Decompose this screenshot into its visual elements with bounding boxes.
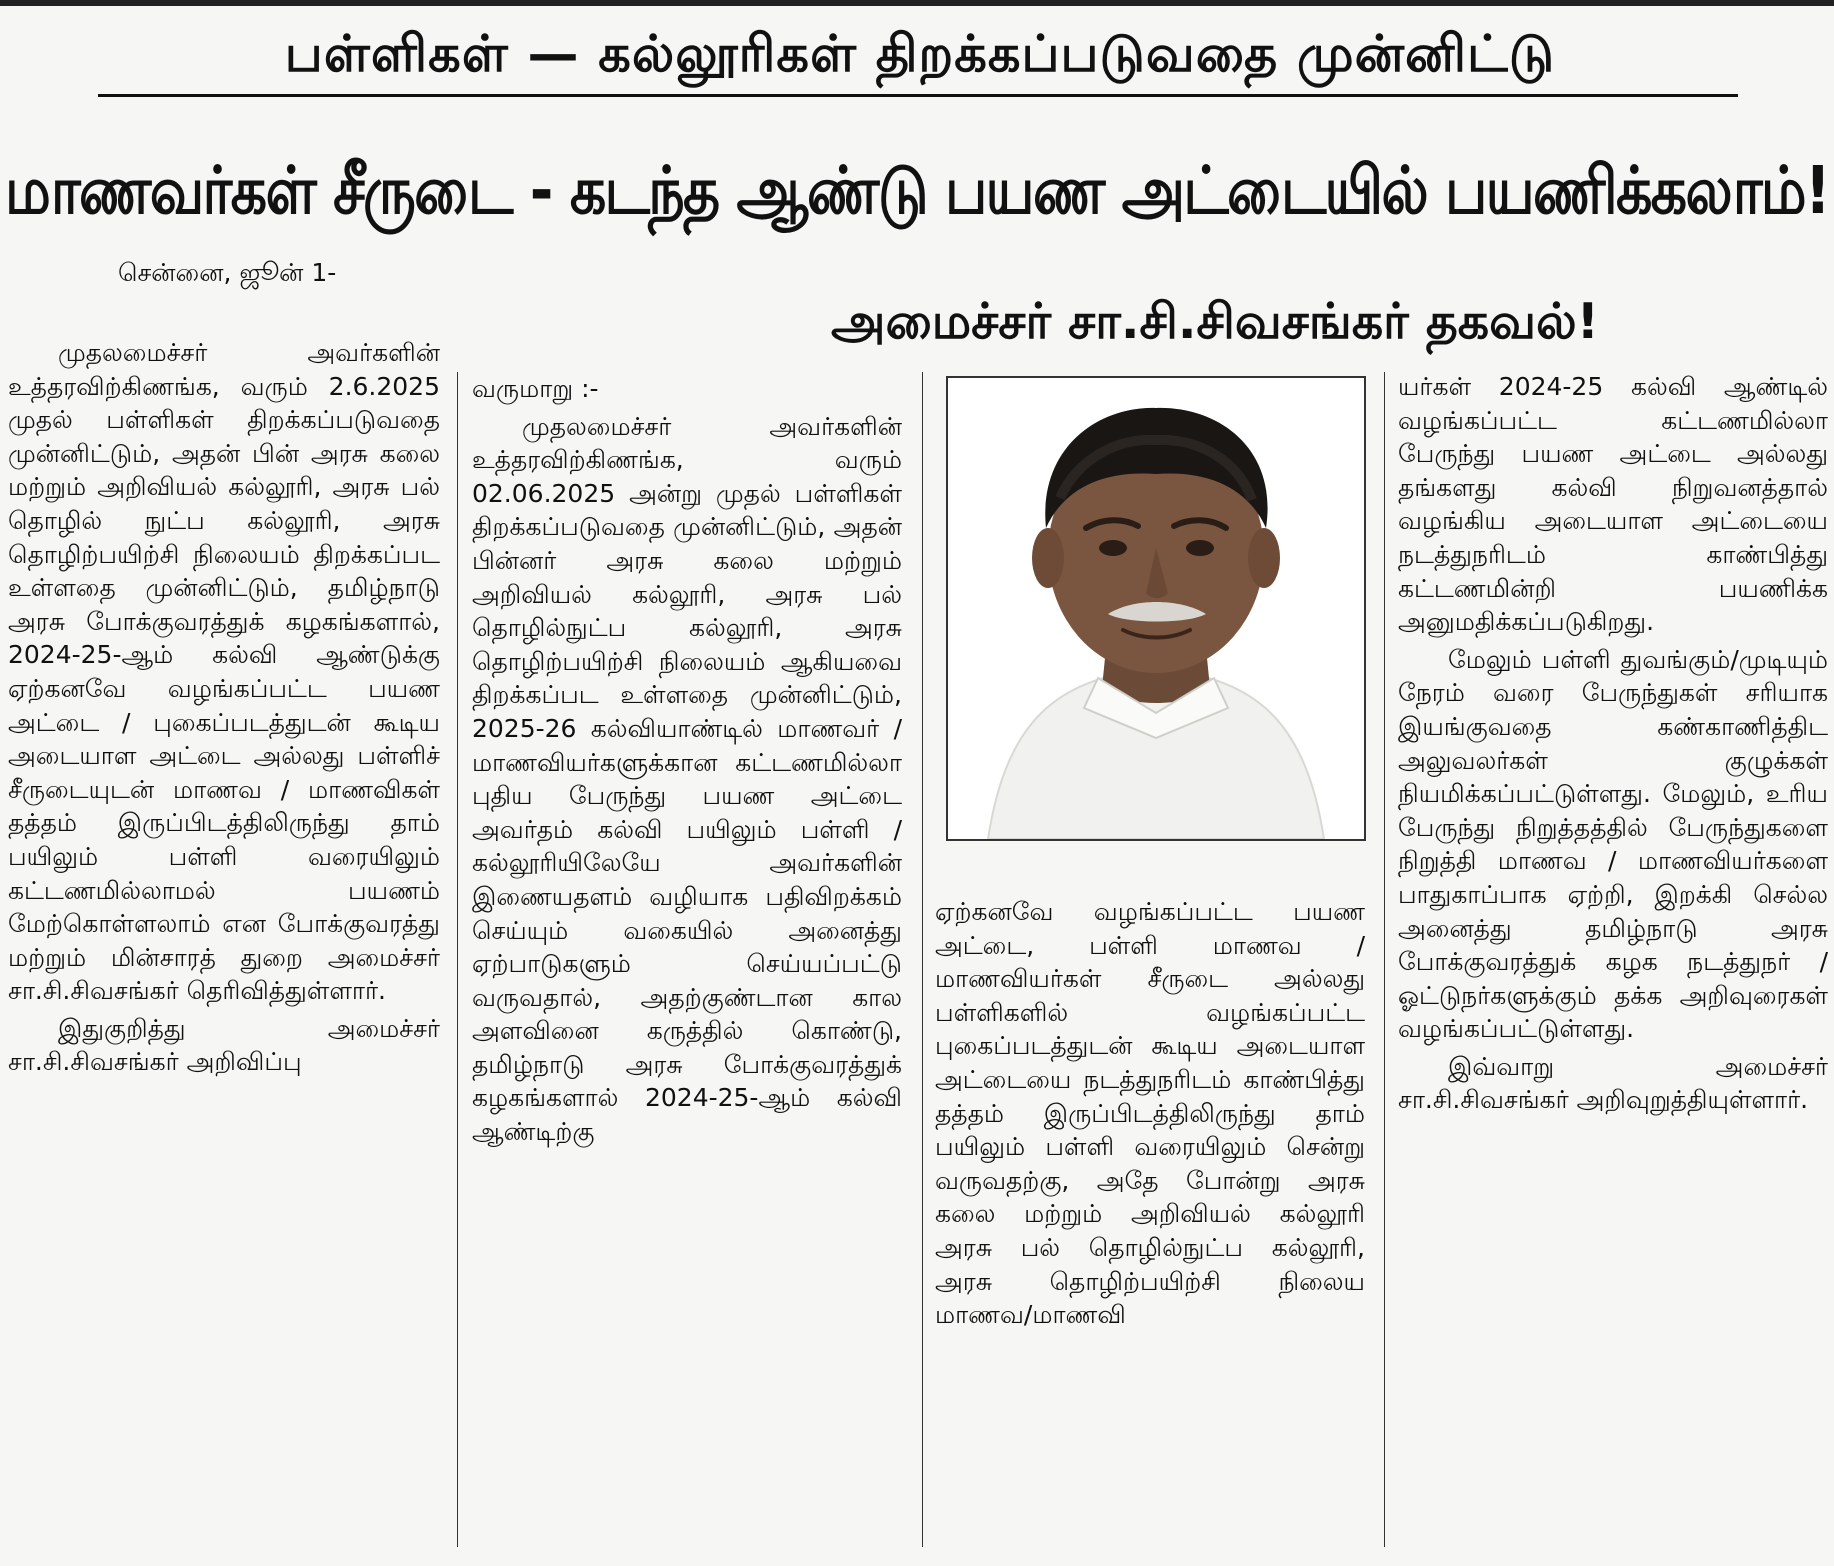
main-headline: மாணவர்கள் சீருடை - கடந்த ஆண்டு பயண அட்டையில் பயணிக்கலாம்! bbox=[5, 152, 1830, 229]
article-paragraph: யர்கள் 2024-25 கல்வி ஆண்டில் வழங்கப்பட்ட கட்டணமில்லா பேருந்து பயண அட்டை அல்லது தங்களது கல்வி நிறுவனத்தால் வழங்கிய அடையாள அட்டையை நடத்துநரிடம் காண்பித்து கட்டணமின்றி பயணிக்க அனுமதிக்கப்படுகிறது. bbox=[1398, 372, 1828, 637]
minister-photo bbox=[946, 376, 1366, 841]
article-column-2 bbox=[472, 372, 902, 1149]
column-divider bbox=[1384, 372, 1385, 1547]
article-paragraph: மேலும் பள்ளி துவங்கும்/முடியும் நேரம் வரை பேருந்துகள் சரியாக இயங்குவதை கண்காணித்திட அலுவலர்கள் குழுக்கள் நியமிக்கப்பட்டுள்ளது. மேலும், உரிய பேருந்து நிறுத்தத்தில் பேருந்துகளை நிறுத்தி மாணவ / மாணவியர்களை பாதுகாப்பாக ஏற்றி, இறக்கி செல்ல அனைத்து தமிழ்நாடு அரசு போக்குவரத்துக் கழக நடத்துநர் / ஓட்டுநர்களுக்கும் தக்க அறிவுரைகள் வழங்கப்பட்டுள்ளது. bbox=[1398, 644, 1828, 1044]
article-paragraph: இவ்வாறு அமைச்சர் சா.சி.சிவசங்கர் அறிவுறுத்தியுள்ளார். bbox=[1398, 1051, 1828, 1115]
article-column-1 bbox=[8, 292, 440, 1079]
article-paragraph: ஏற்கனவே வழங்கப்பட்ட பயண அட்டை, பள்ளி மாணவ / மாணவியர்கள் சீருடை அல்லது பள்ளிகளில் வழங்கப்பட்ட புகைப்படத்துடன் கூடிய அடையாள அட்டையை நடத்துநரிடம் காண்பித்து தத்தம் இருப்பிடத்திலிருந்து தாம் பயிலும் பள்ளி வரையிலும் சென்று வருவதற்கு, அதே போன்று அரசு கலை மற்றும் அறிவியல் கல்லூரி அரசு பல் தொழில்நுட்ப கல்லூரி, அரசு தொழிற்பயிற்சி நிலைய மாணவ/மாணவி bbox=[935, 897, 1365, 1330]
article-paragraph: முதலமைச்சர் அவர்களின் உத்தரவிற்கிணங்க, வரும் 2.6.2025 முதல் பள்ளிகள் திறக்கப்படுவதை முன்னிட்டும், அதன் பின் அரசு கலை மற்றும் அறிவியல் கல்லூரி, அரசு பல் தொழில் நுட்ப கல்லூரி, அரசு தொழிற்பயிற்சி நிலையம் திறக்கப்பட உள்ளதை முன்னிட்டும், தமிழ்நாடு அரசு போக்குவரத்துக் கழகங்களால், 2024-25-ஆம் கல்வி ஆண்டுக்கு ஏற்கனவே வழங்கப்பட்ட பயண அட்டை / புகைப்படத்துடன் கூடிய அடையாள அட்டை அல்லது பள்ளிச் சீருடையுடன் மாணவ / மாணவிகள் தத்தம் இருப்பிடத்திலிருந்து தாம் பயிலும் பள்ளி வரையிலும் கட்டணமில்லாமல் பயணம் மேற்கொள்ளலாம் என போக்குவரத்து மற்றும் மின்சாரத் துறை அமைச்சர் சா.சி.சிவசங்கர் தெரிவித்துள்ளார். bbox=[8, 338, 440, 1006]
dateline: சென்னை, ஜூன் 1- bbox=[118, 258, 337, 287]
article-paragraph: இதுகுறித்து அமைச்சர் சா.சி.சிவசங்கர் அறிவிப்பு bbox=[8, 1013, 440, 1077]
article-column-4 bbox=[1398, 370, 1828, 1117]
portrait-illustration bbox=[948, 378, 1364, 839]
subheadline: அமைச்சர் சா.சி.சிவசங்கர் தகவல்! bbox=[830, 293, 1600, 350]
kicker-underline bbox=[98, 94, 1738, 97]
column-divider bbox=[922, 372, 923, 1547]
column-divider bbox=[457, 372, 458, 1547]
article-paragraph: வருமாறு :- bbox=[472, 374, 599, 403]
article-paragraph: முதலமைச்சர் அவர்களின் உத்தரவிற்கிணங்க, வரும் 02.06.2025 அன்று முதல் பள்ளிகள் திறக்கப்படுவதை முன்னிட்டும், அதன் பின்னர் அரசு கலை மற்றும் அறிவியல் கல்லூரி, அரசு பல் தொழில்நுட்ப கல்லூரி, அரசு தொழிற்பயிற்சி நிலையம் ஆகியவை திறக்கப்பட உள்ளதை முன்னிட்டும், 2025-26 கல்வியாண்டில் மாணவர் / மாணவியர்களுக்கான கட்டணமில்லா புதிய பேருந்து பயண அட்டை அவர்தம் கல்வி பயிலும் பள்ளி / கல்லூரியிலேயே அவர்களின் இணையதளம் வழியாக பதிவிறக்கம் செய்யும் வகையில் அனைத்து ஏற்பாடுகளும் செய்யப்பட்டு வருவதால், அதற்குண்டான கால அளவினை கருத்தில் கொண்டு, தமிழ்நாடு அரசு போக்குவரத்துக் கழகங்களால் 2024-25-ஆம் கல்வி ஆண்டிற்கு bbox=[472, 411, 902, 1147]
top-border bbox=[0, 0, 1834, 6]
article-column-3 bbox=[935, 895, 1365, 1332]
kicker-headline: பள்ளிகள் — கல்லூரிகள் திறக்கப்படுவதை முன்னிட்டு bbox=[284, 25, 1556, 84]
